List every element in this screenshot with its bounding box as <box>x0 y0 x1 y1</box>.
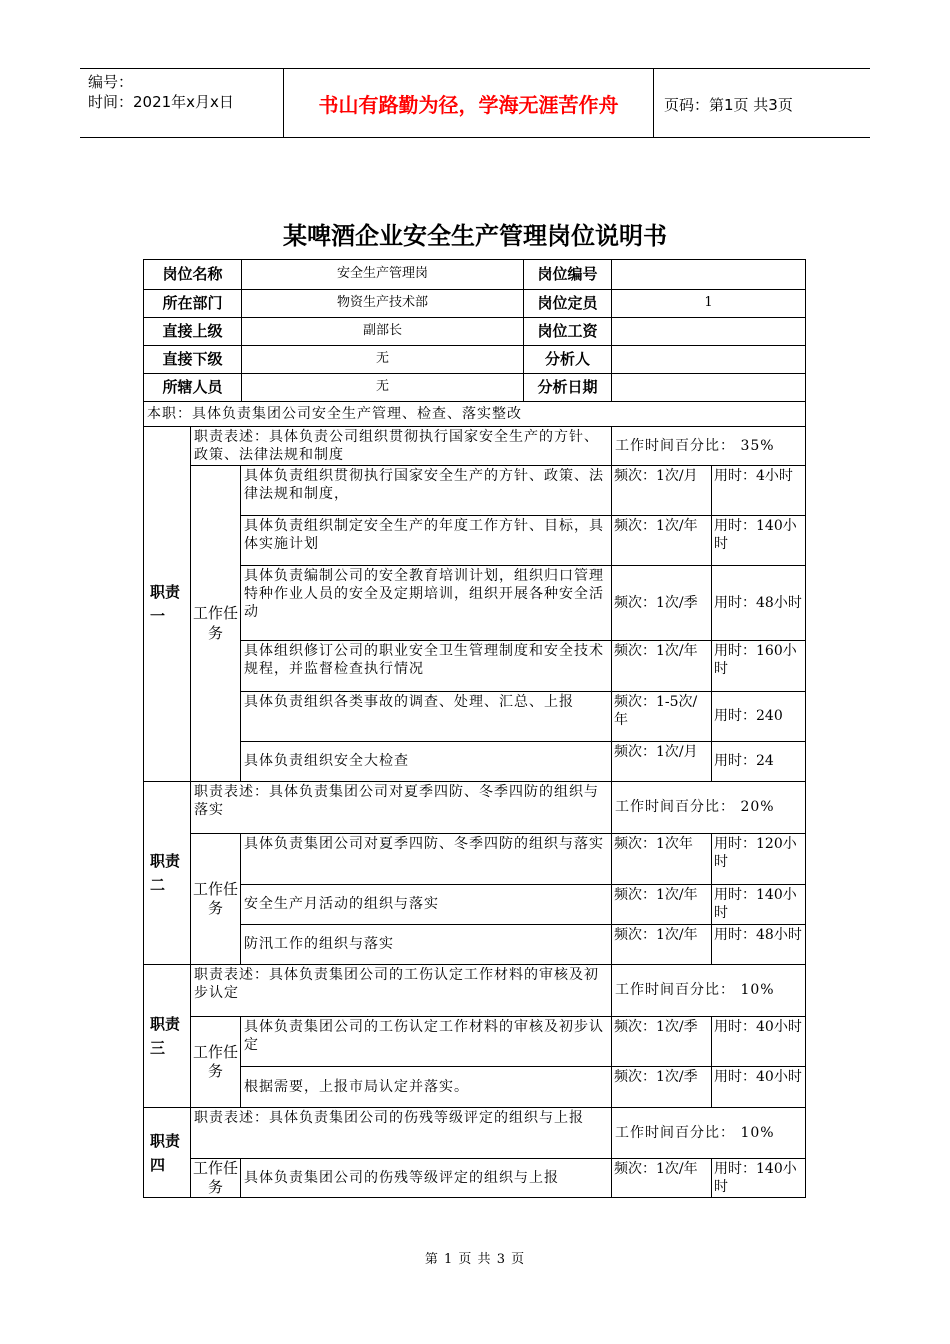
subordinate-label: 直接下级 <box>143 345 242 374</box>
duty-1-task-1-text: 具体负责组织贯彻执行国家安全生产的方针、政策、法律法规和制度， <box>240 465 612 516</box>
staff-value: 无 <box>241 373 524 402</box>
duty-3-task-1-text: 具体负责集团公司的工伤认定工作材料的审核及初步认定 <box>240 1016 612 1067</box>
duty-2-desc: 职责表述：具体负责集团公司对夏季四防、冬季四防的组织与落实 <box>190 781 612 834</box>
duty-3-task-2-time: 用时：40小时 <box>711 1066 806 1108</box>
duty-1-task-4-text: 具体组织修订公司的职业安全卫生管理制度和安全技术规程，并监督检查执行情况 <box>240 640 612 692</box>
duty-2-task-1-freq: 频次：1次年 <box>611 833 712 885</box>
duty-3-task-1-time: 用时：40小时 <box>711 1016 806 1067</box>
quota-value: 1 <box>611 289 806 318</box>
serial-label: 编号： <box>88 73 134 91</box>
quota-label: 岗位定员 <box>523 289 612 318</box>
duty-3-percent: 工作时间百分比： 10% <box>611 964 806 1017</box>
duty-4-work-label: 工作任务 <box>190 1158 241 1198</box>
duty-4-task-1-time: 用时：140小时 <box>711 1158 806 1198</box>
duty-3-task-2-freq: 频次：1次/季 <box>611 1066 712 1108</box>
job-description-table <box>143 259 806 1198</box>
duty-1-task-5-text: 具体负责组织各类事故的调查、处理、汇总、上报 <box>240 691 612 742</box>
duty-1-task-6-time: 用时：24 <box>711 741 806 782</box>
duty-1-task-5-time: 用时：240 <box>711 691 806 742</box>
duty-3-work-label: 工作任务 <box>190 1016 241 1108</box>
duty-2-label: 职责二 <box>143 781 191 965</box>
date-label: 分析日期 <box>523 373 612 402</box>
salary-value <box>611 317 806 346</box>
duty-1-task-2-text: 具体负责组织制定安全生产的年度工作方针、目标，具体实施计划 <box>240 515 612 566</box>
duty-2-task-1-time: 用时：120小时 <box>711 833 806 885</box>
duty-4-desc: 职责表述：具体负责集团公司的伤残等级评定的组织与上报 <box>190 1107 612 1159</box>
duty-1-work-label: 工作任务 <box>190 465 241 782</box>
duty-2-task-2-time: 用时：140小时 <box>711 884 806 925</box>
duty-1-percent: 工作时间百分比： 35% <box>611 426 806 466</box>
duty-1-task-3-freq: 频次：1次/季 <box>611 565 712 641</box>
subordinate-value: 无 <box>241 345 524 374</box>
duty-1-task-1-freq: 频次：1次/月 <box>611 465 712 516</box>
salary-label: 岗位工资 <box>523 317 612 346</box>
staff-label: 所辖人员 <box>143 373 242 402</box>
duty-2-work-label: 工作任务 <box>190 833 241 965</box>
duty-1-task-4-time: 用时：160小时 <box>711 640 806 692</box>
duty-4-label: 职责四 <box>143 1107 191 1198</box>
post-name-label: 岗位名称 <box>143 259 242 290</box>
time-label: 时间：2021年x月x日 <box>88 93 234 111</box>
duty-1-task-4-freq: 频次：1次/年 <box>611 640 712 692</box>
post-no-label: 岗位编号 <box>523 259 612 290</box>
duty-2-task-1-text: 具体负责集团公司对夏季四防、冬季四防的组织与落实 <box>240 833 612 885</box>
duty-1-task-3-time: 用时：48小时 <box>711 565 806 641</box>
duty-2-percent: 工作时间百分比： 20% <box>611 781 806 834</box>
duty-4-percent: 工作时间百分比： 10% <box>611 1107 806 1159</box>
page-footer: 第 1 页 共 3 页 <box>424 1252 526 1267</box>
duty-1-task-3-text: 具体负责编制公司的安全教育培训计划，组织归口管理特种作业人员的安全及定期培训，组织开展各种安全活动 <box>240 565 612 641</box>
duty-2-task-2-text: 安全生产月活动的组织与落实 <box>240 884 612 925</box>
duty-2-task-3-freq: 频次：1次/年 <box>611 924 712 965</box>
dept-value: 物资生产技术部 <box>241 289 524 318</box>
dept-label: 所在部门 <box>143 289 242 318</box>
duty-4-task-1-freq: 频次：1次/年 <box>611 1158 712 1198</box>
duty-1-task-2-freq: 频次：1次/年 <box>611 515 712 566</box>
superior-label: 直接上级 <box>143 317 242 346</box>
post-name-value: 安全生产管理岗 <box>241 259 524 290</box>
duty-3-task-1-freq: 频次：1次/季 <box>611 1016 712 1067</box>
duty-1-task-6-text: 具体负责组织安全大检查 <box>240 741 612 782</box>
analyst-value <box>611 345 806 374</box>
duty-1-label: 职责一 <box>143 426 191 782</box>
duty-2-task-2-freq: 频次：1次/年 <box>611 884 712 925</box>
analyst-label: 分析人 <box>523 345 612 374</box>
duty-1-task-2-time: 用时：140小时 <box>711 515 806 566</box>
duty-3-desc: 职责表述：具体负责集团公司的工伤认定工作材料的审核及初步认定 <box>190 964 612 1017</box>
duty-1-task-1-time: 用时：4小时 <box>711 465 806 516</box>
superior-value: 副部长 <box>241 317 524 346</box>
duty-3-label: 职责三 <box>143 964 191 1108</box>
header-motto: 书山有路勤为径，学海无涯苦作舟 <box>284 69 654 137</box>
duty-2-task-3-time: 用时：48小时 <box>711 924 806 965</box>
duty-4-task-1-text: 具体负责集团公司的伤残等级评定的组织与上报 <box>240 1158 612 1198</box>
document-title: 某啤酒企业安全生产管理岗位说明书 <box>283 222 667 250</box>
post-no-value <box>611 259 806 290</box>
duty-3-task-2-text: 根据需要，上报市局认定并落实。 <box>240 1066 612 1108</box>
header-page-info: 页码：第1页 共3页 <box>664 96 793 114</box>
header-meta <box>80 69 284 137</box>
duty-1-task-6-freq: 频次：1次/月 <box>611 741 712 782</box>
page-header <box>80 68 870 138</box>
duty-1-desc: 职责表述：具体负责公司组织贯彻执行国家安全生产的方针、政策、法律法规和制度 <box>190 426 612 466</box>
date-value <box>611 373 806 402</box>
duty-1-task-5-freq: 频次：1-5次/年 <box>611 691 712 742</box>
duty-summary: 本职：具体负责集团公司安全生产管理、检查、落实整改 <box>143 401 806 427</box>
duty-2-task-3-text: 防汛工作的组织与落实 <box>240 924 612 965</box>
